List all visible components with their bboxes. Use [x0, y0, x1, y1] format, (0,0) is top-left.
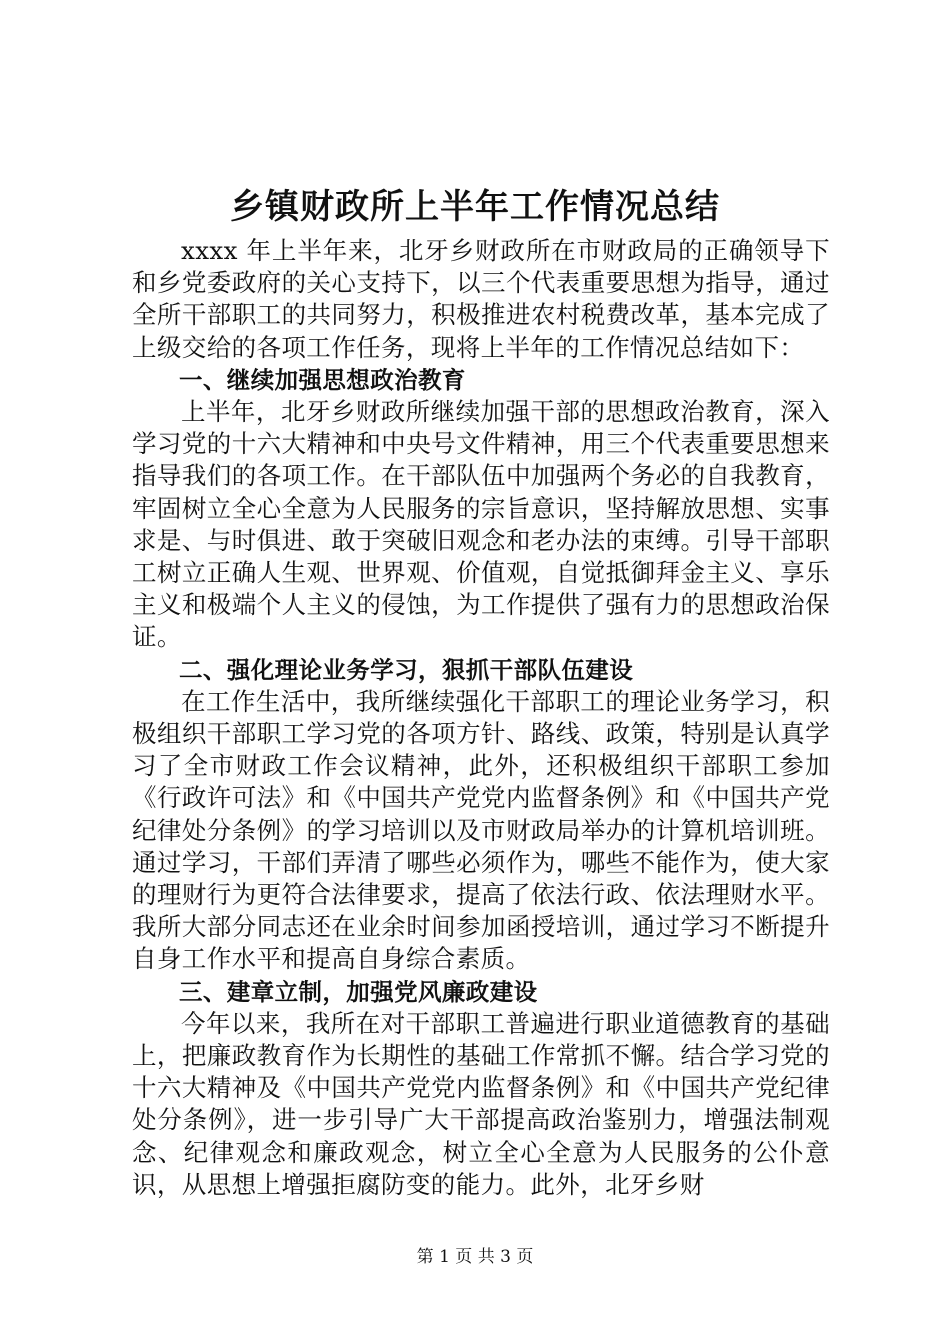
- intro-paragraph: xxxx 年上半年来，北牙乡财政所在市财政局的正确领导下和乡党委政府的关心支持下，以三个代表重要思想为指导，通过全所干部职工的共同努力，积极推进农村税费改革，基本完成了上级交给的各项工作任务，现将上半年的工作情况总结如下：: [132, 236, 830, 362]
- section-body-2: 在工作生活中，我所继续强化干部职工的理论业务学习，积极组织干部职工学习党的各项方针、路线、政策，特别是认真学习了全市财政工作会议精神，此外，还积极组织干部职工参加《行政许可法》和《中国共产党党内监督条例》和《中国共产党纪律处分条例》的学习培训以及市财政局举办的计算机培训班。通过学习，干部们弄清了哪些必须作为，哪些不能作为，使大家的理财行为更符合法律要求，提高了依法行政、依法理财水平。我所大部分同志还在业余时间参加函授培训，通过学习不断提升自身工作水平和提高自身综合素质。: [132, 686, 830, 974]
- section-heading-2: 二、强化理论业务学习，狠抓干部队伍建设: [179, 655, 634, 684]
- section-heading-1: 一、继续加强思想政治教育: [179, 365, 466, 394]
- page-footer: 第 1 页 共 3 页: [416, 1247, 534, 1267]
- section-body-3: 今年以来，我所在对干部职工普遍进行职业道德教育的基础上，把廉政教育作为长期性的基础工作常抓不懈。结合学习党的十六大精神及《中国共产党党内监督条例》和《中国共产党纪律处分条例》，进一步引导广大干部提高政治鉴别力，增强法制观念、纪律观念和廉政观念，树立全心全意为人民服务的公仆意识，从思想上增强拒腐防变的能力。此外，北牙乡财: [132, 1008, 830, 1199]
- document-body: [132, 235, 830, 1201]
- document-title: 乡镇财政所上半年工作情况总结: [230, 187, 720, 227]
- section-body-1: 上半年，北牙乡财政所继续加强干部的思想政治教育，深入学习党的十六大精神和中央号文件精神，用三个代表重要思想来指导我们的各项工作。在干部队伍中加强两个务必的自我教育，牢固树立全心全意为人民服务的宗旨意识，坚持解放思想、实事求是、与时俱进、敢于突破旧观念和老办法的束缚。引导干部职工树立正确人生观、世界观、价值观，自觉抵御拜金主义、享乐主义和极端个人主义的侵蚀，为工作提供了强有力的思想政治保证。: [132, 397, 830, 652]
- section-heading-3: 三、建章立制，加强党风廉政建设: [179, 977, 538, 1006]
